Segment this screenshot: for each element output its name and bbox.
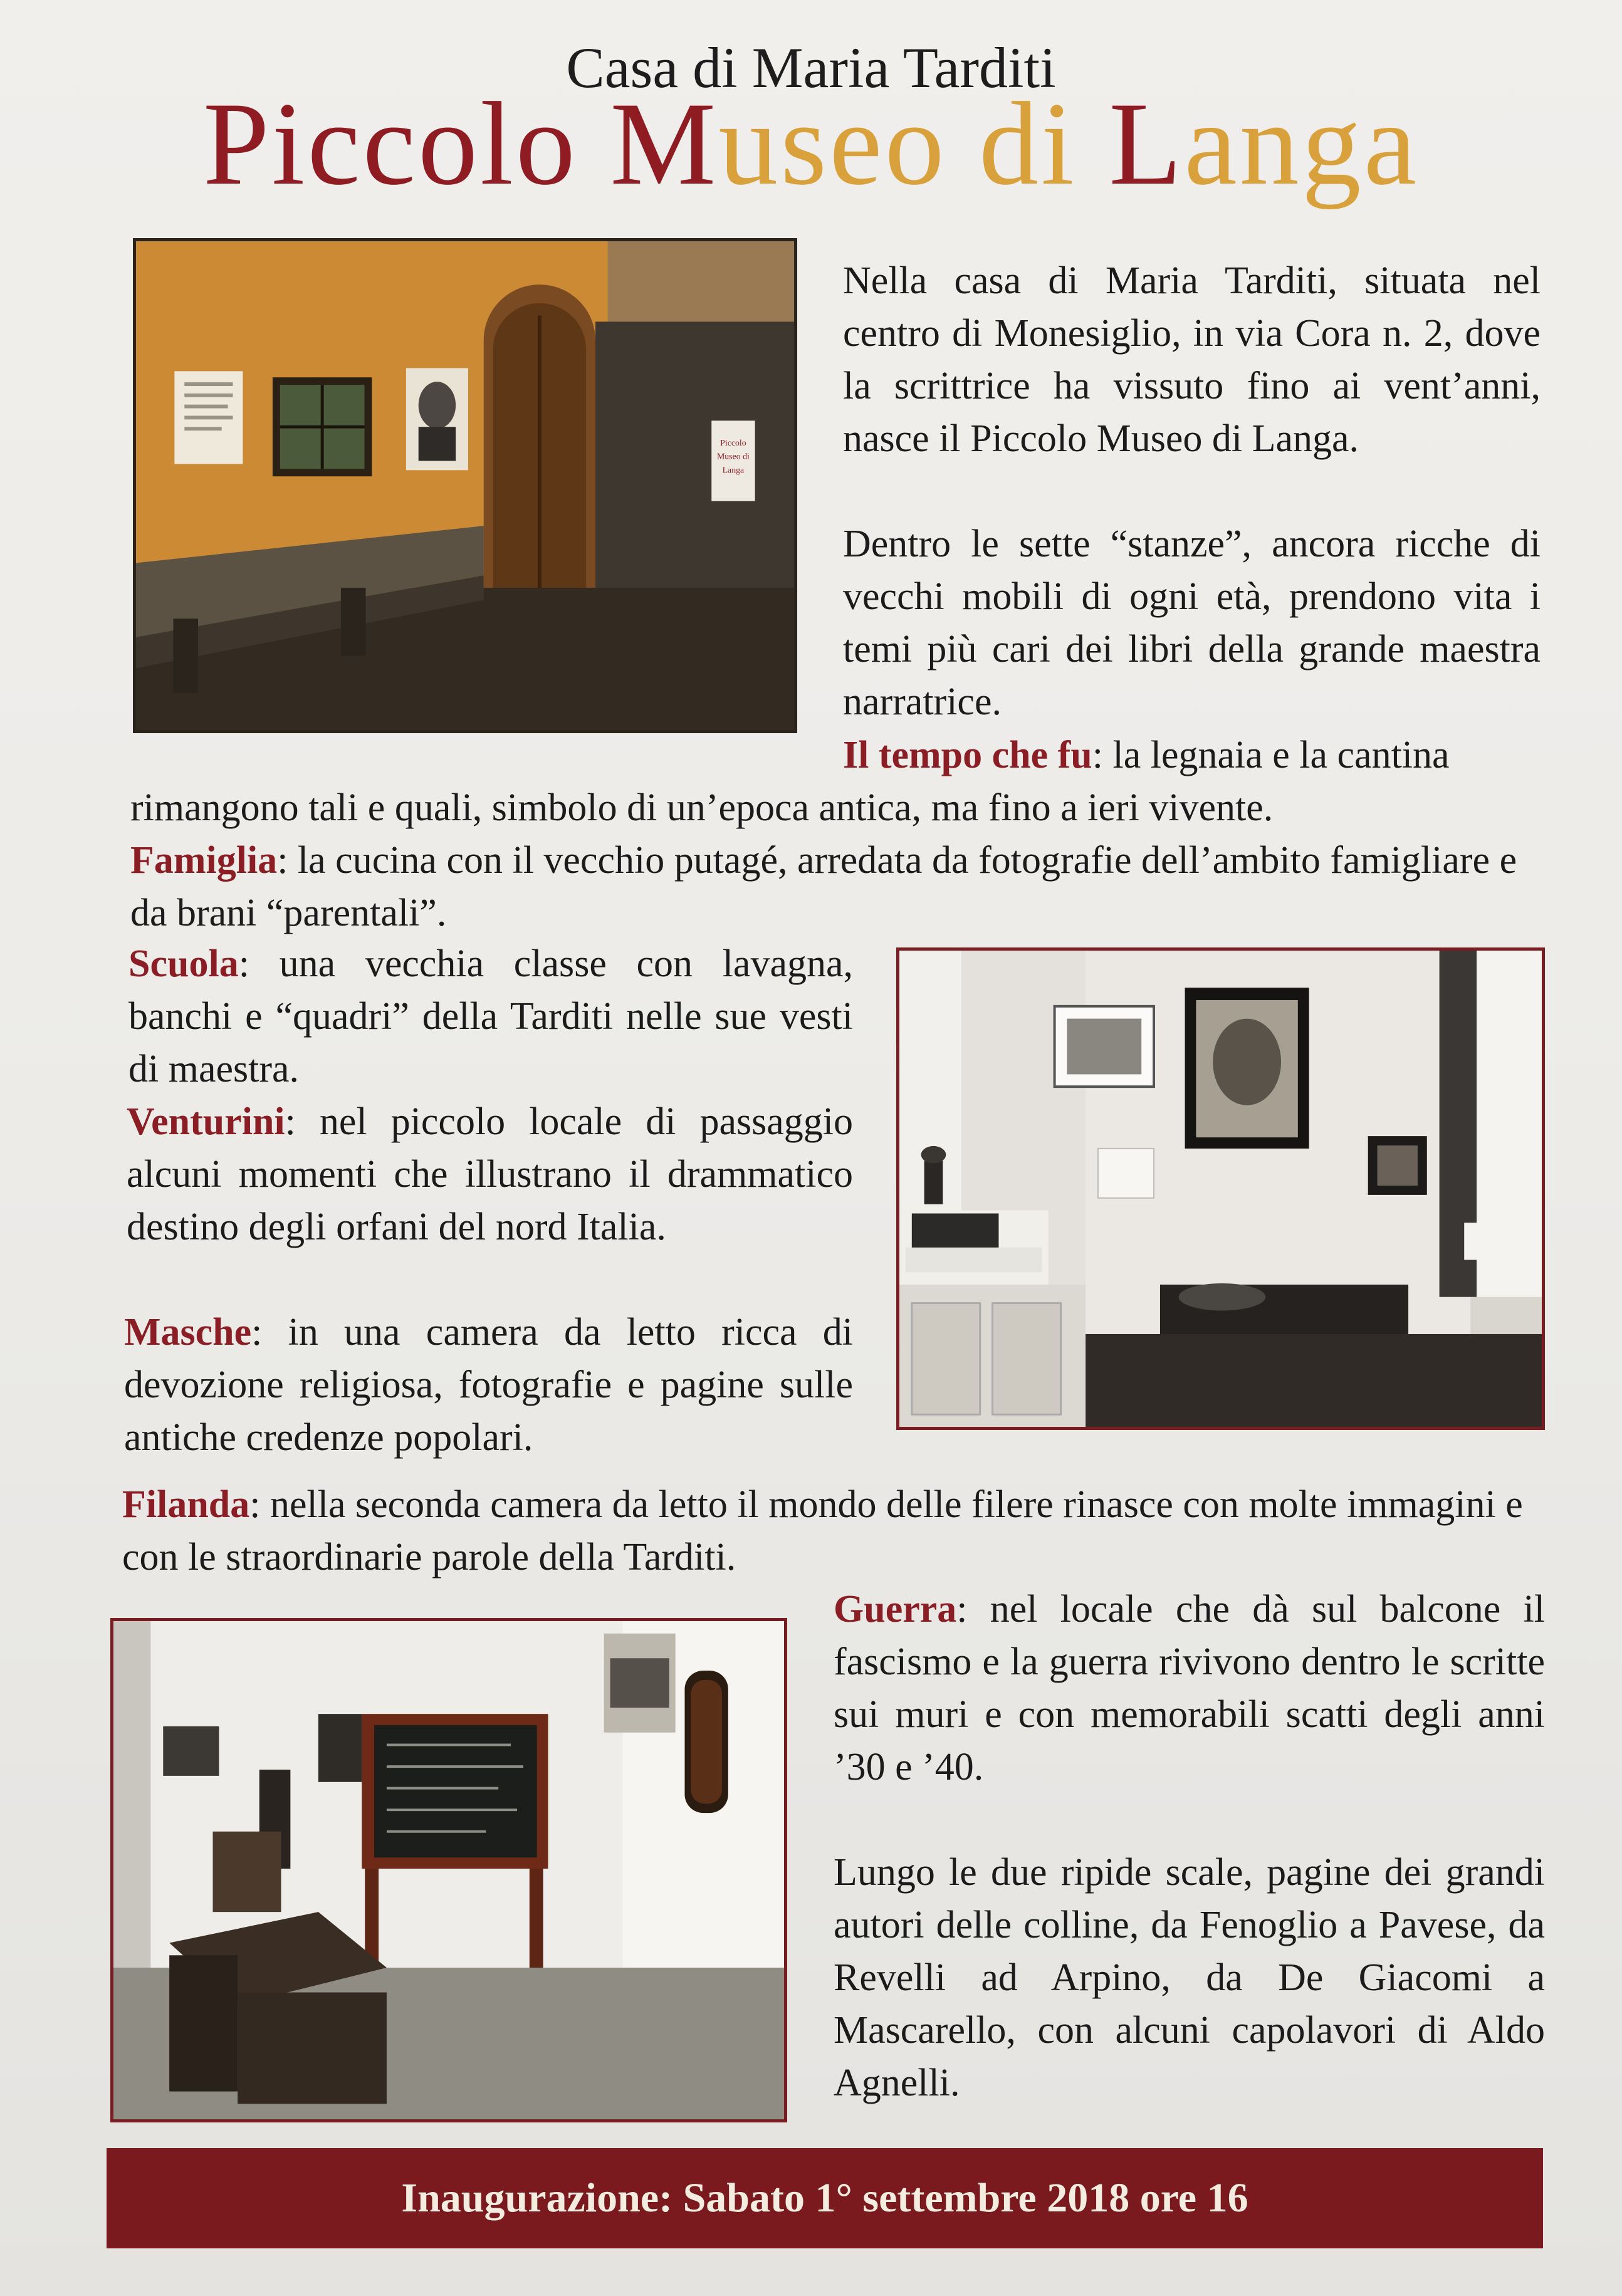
room-scuola: Scuola: una vecchia classe con lavagna, banchi e “quadri” della Tarditi nelle sue vesti di maestra.: [128, 942, 853, 1090]
room-filanda: Filanda: nella seconda camera da letto il mondo delle filere rinasce con molte immagini e con le straordinarie parole della Tarditi.: [122, 1483, 1523, 1578]
room-venturini: Venturini: nel piccolo locale di passaggio alcuni momenti che illustrano il drammatico destino degli orfani del nord Italia.: [127, 1100, 853, 1248]
room-guerra: Guerra: nel locale che dà sul balcone il fascismo e la guerra rivivono dentro le scritte sui muri e con memorabili scatti degli anni ’30 e ’40.: [834, 1588, 1545, 1788]
room-key: Scuola: [128, 942, 239, 985]
title-part-3: L: [1109, 78, 1185, 210]
photo-house-exterior: [133, 238, 797, 733]
photo-kitchen: [896, 947, 1545, 1430]
sign-line-1: Piccolo: [720, 437, 746, 447]
sign-line-3: Langa: [722, 465, 745, 475]
room-tempo-che-fu: Il tempo che fu: la legnaia e la cantina: [843, 734, 1450, 776]
inauguration-banner: [107, 2148, 1543, 2248]
room-key: Venturini: [127, 1100, 285, 1143]
room-key: Famiglia: [130, 839, 278, 882]
room-key: Masche: [124, 1311, 252, 1354]
room-masche: Masche: in una camera da letto ricca di devozione religiosa, fotografie e pagine sulle antiche credenze popolari.: [124, 1311, 853, 1459]
sign-line-2: Museo di: [716, 451, 750, 461]
intro-paragraph-1: Nella casa di Maria Tarditi, situata nel centro di Monesiglio, in via Cora n. 2, dove la scrittrice ha vissuto fino ai vent’anni, nasce il Piccolo Museo di Langa.: [843, 259, 1541, 460]
subtitle: Casa di Maria Tarditi: [566, 36, 1056, 100]
photo-classroom: [110, 1618, 787, 2122]
title-part-4: anga: [1184, 78, 1420, 210]
room-tempo-che-fu-cont: rimangono tali e quali, simbolo di un’epoca antica, ma fino a ieri vivente.: [130, 786, 1274, 829]
room-key: Guerra: [834, 1588, 957, 1631]
inauguration-text: Inaugurazione: Sabato 1° settembre 2018 ore 16: [401, 2175, 1248, 2221]
closing-paragraph: Lungo le due ripide scale, pagine dei grandi autori delle colline, da Fenoglio a Pavese, da Revelli ad Arpino, da De Giacomi a Mascarello, con alcuni capolavori di Aldo Agnelli.: [834, 1851, 1545, 2104]
room-key: Il tempo che fu: [843, 734, 1092, 776]
room-key: Filanda: [122, 1483, 250, 1526]
intro-paragraph-2: Dentro le sette “stanze”, ancora ricche di vecchi mobili di ogni età, prendono vita i temi più cari dei libri della grande maestra narratrice.: [843, 523, 1541, 723]
room-famiglia: Famiglia: la cucina con il vecchio putagé, arredata da fotografie dell’ambito famigliare e da brani “parentali”.: [130, 839, 1517, 934]
title-part-2: useo di: [718, 78, 1109, 210]
title-part-1: Piccolo M: [202, 78, 719, 210]
page-title: [0, 78, 1622, 210]
